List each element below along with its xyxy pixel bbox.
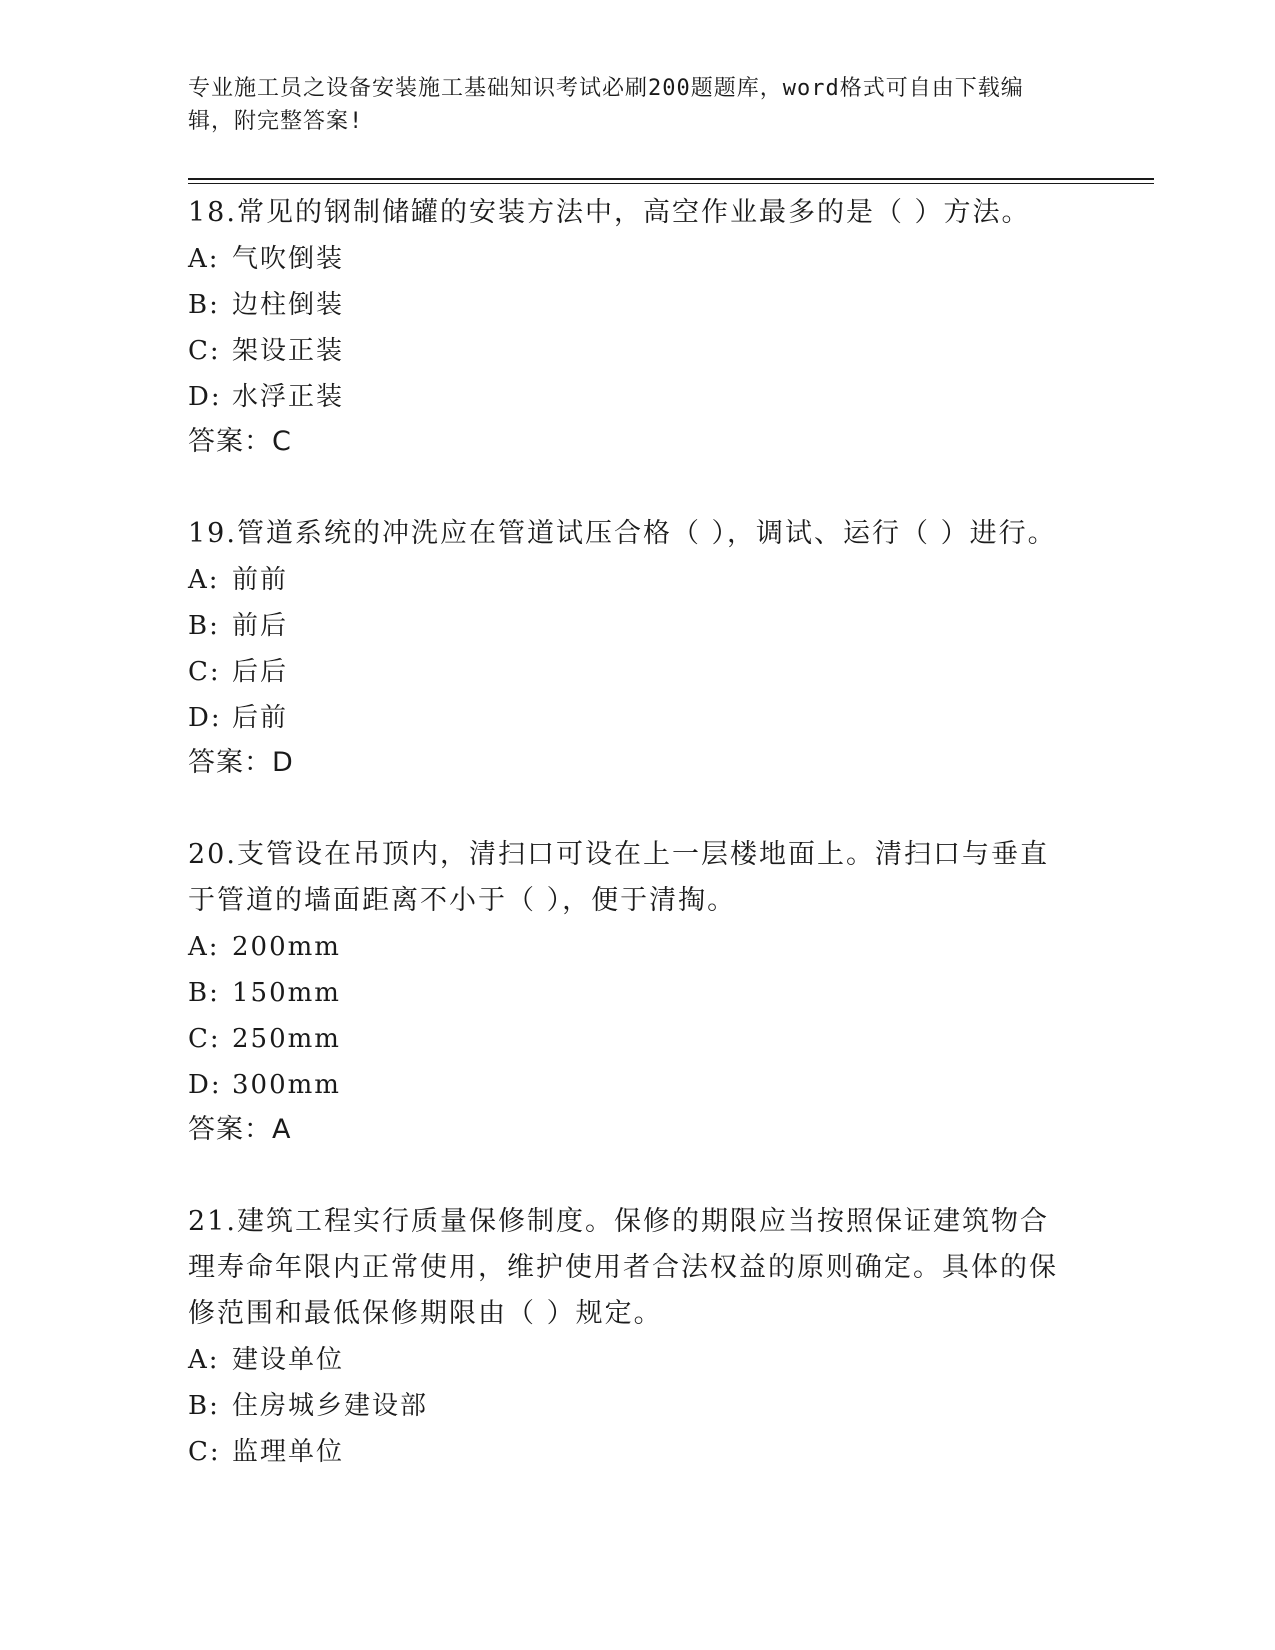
option-text: 前后 [232,611,289,641]
option-key: D: [188,703,222,733]
question-stem: 21.建筑工程实行质量保修制度。保修的期限应当按照保证建筑物合理寿命年限内正常使用，维护使用者合法权益的原则确定。具体的保修范围和最低保修期限由（ ）规定。 [188,1206,1058,1329]
option-text: 架设正装 [232,336,345,366]
option-key: A: [188,1345,220,1375]
option-text: 前前 [232,565,289,595]
option-key: B: [188,290,220,320]
question-spacer [188,464,1088,511]
option-text: 边柱倒装 [232,290,345,320]
option-text: 建设单位 [232,1345,345,1375]
answer-line: 答案：D [188,747,294,778]
option-key: B: [188,1391,220,1421]
option-text: 250mm [232,1024,341,1054]
option-text: 200mm [232,932,341,962]
option-key: D: [188,1070,222,1100]
option-key: C: [188,336,221,366]
question-stem: 19.管道系统的冲洗应在管道试压合格（ ），调试、运行（ ）进行。 [188,518,1057,549]
option-item [188,1016,1088,1062]
question-spacer [188,1152,1088,1199]
option-key: A: [188,244,220,274]
question-item [188,832,1088,1152]
option-item [188,603,1088,649]
question-list [188,190,1088,1475]
option-key: B: [188,611,220,641]
answer-line: 答案：C [188,426,292,457]
question-stem: 18.常见的钢制储罐的安装方法中，高空作业最多的是（ ）方法。 [188,197,1031,228]
question-stem: 20.支管设在吊顶内，清扫口可设在上一层楼地面上。清扫口与垂直于管道的墙面距离不小于（ ），便于清掏。 [188,839,1049,916]
option-item [188,374,1088,420]
option-item [188,328,1088,374]
option-item [188,1429,1088,1475]
option-text: 住房城乡建设部 [232,1391,429,1421]
option-text: 300mm [232,1070,341,1100]
option-item [188,1383,1088,1429]
option-item [188,924,1088,970]
option-key: A: [188,932,220,962]
option-item [188,695,1088,741]
question-spacer [188,785,1088,832]
option-text: 水浮正装 [232,382,345,412]
option-key: A: [188,565,220,595]
option-text: 气吹倒装 [232,244,345,274]
option-key: C: [188,1024,221,1054]
option-text: 后前 [232,703,289,733]
option-item [188,236,1088,282]
question-item [188,1199,1088,1475]
option-item [188,649,1088,695]
option-text: 后后 [232,657,289,687]
option-text: 150mm [232,978,341,1008]
option-item [188,1062,1088,1108]
answer-line: 答案：A [188,1114,292,1145]
option-item [188,970,1088,1016]
option-text: 监理单位 [232,1437,345,1467]
option-item [188,1337,1088,1383]
question-item [188,190,1088,464]
option-key: C: [188,657,221,687]
option-key: D: [188,382,222,412]
option-key: C: [188,1437,221,1467]
option-key: B: [188,978,220,1008]
header-divider-thin [188,183,1154,184]
question-item [188,511,1088,785]
document-header: 专业施工员之设备安装施工基础知识考试必刷200题题库，word格式可自由下载编辑，附完整答案! [188,76,1024,134]
header-divider-thick [188,178,1154,180]
option-item [188,557,1088,603]
option-item [188,282,1088,328]
